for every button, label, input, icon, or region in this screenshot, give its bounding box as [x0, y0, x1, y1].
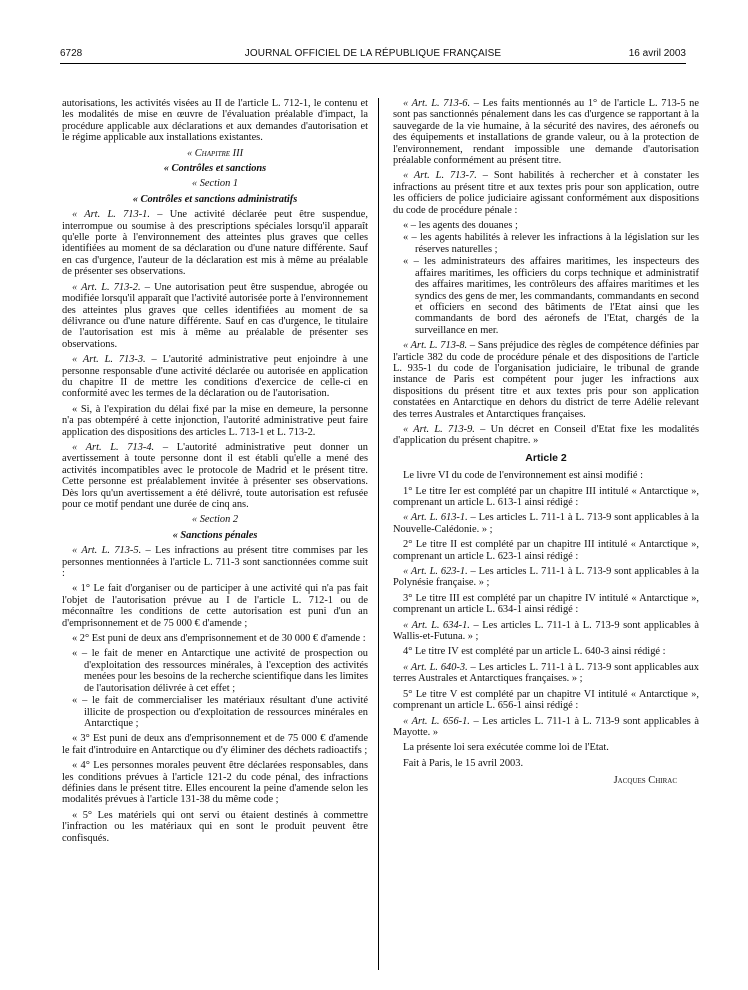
article-paragraph [393, 170, 699, 216]
header-rule [60, 63, 686, 64]
article-paragraph [393, 424, 699, 447]
article-text: – Les faits mentionnés au 1° de l'article L. 713-5 ne sont pas sanctionnés pénalement dans les cas d'urgence se rapportant à la sauvegarde de la vie humaine, à la sécurité des navires, des aéronefs ou des équipements et installations de grande valeur, ou à la protection de l'environnement, rendant impossible une demande d'autorisation préalable conformément au présent titre. [393, 98, 699, 167]
article-paragraph [393, 98, 699, 166]
article-ref: « Art. L. 713-6. [403, 98, 471, 109]
article-text: – Sans préjudice des règles de compétence définies par l'article 382 du code de procédure pénale et des dispositions de l'article L. 935-1 du code de l'organisation judiciaire, le tribunal de grande instance de Paris est compétent pour juger les infractions aux dispositions du présent titre et aux textes pris pour son application constatées en Antarctique en dehors du district de terre Adélie relevant des terres Australes et Antarctiques françaises. [393, 340, 699, 420]
article-2-heading: Article 2 [525, 451, 567, 464]
list-item: « – les agents des douanes ; [403, 220, 518, 232]
article-paragraph [393, 340, 699, 420]
article-ref: « Art. L. 634-1. [403, 619, 470, 631]
page-header [60, 48, 686, 64]
article-ref: « Art. L. 713-7. [403, 170, 477, 182]
list-item: « – le fait de mener en Antarctique une activité de prospection ou d'exploitation des ressources minérales, à l'exception des activités menées pour les besoins de la recherche scientifique dans les limites de l'autorisation délivrée à cet effet ; [72, 648, 368, 694]
paragraph: autorisations, les activités visées au II de l'article L. 712-1, le contenu et les modalités de mise en œuvre de l'évaluation préalable d'impact, la procédure applicable aux déclarations et aux demandes d'autorisation et le régime applicable aux installations existantes. [62, 98, 368, 144]
article-paragraph [62, 209, 368, 277]
paragraph: 3° Le titre III est complété par un chapitre IV intitulé « Antarctique », comprenant un article L. 634-1 ainsi rédigé : [393, 592, 699, 616]
list-item: « – les agents habilités à relever les infractions à la législation sur les réserves naturelles ; [403, 232, 699, 255]
paragraph: « 1° Le fait d'organiser ou de participer à une activité qui n'a pas fait l'objet de l'autorisation prévue au I de l'article L. 712-1 ou de méconnaître les conditions de cette autorisation est puni d'un an d'emprisonnement et de 75 000 € d'amende ; [62, 583, 368, 629]
article-ref: « Art. L. 613-1. [403, 512, 468, 524]
page-number: 6728 [60, 48, 83, 59]
closing-formula: La présente loi sera exécutée comme loi de l'Etat. [403, 742, 609, 754]
paragraph: « 3° Est puni de deux ans d'emprisonnement et de 75 000 € d'amende le fait d'introduire en Antarctique ou d'y éliminer des déchets radioactifs ; [62, 733, 368, 756]
article-ref: « Art. L. 713-4. [72, 441, 155, 453]
article-text: – Les articles L. 711-1 à L. 713-9 sont applicables à Wallis-et-Futuna. » ; [393, 619, 699, 643]
place-date: Fait à Paris, le 15 avril 2003. [403, 757, 524, 769]
article-paragraph [393, 566, 699, 589]
article-text: – Les articles L. 711-1 à L. 713-9 sont applicables à la Polynésie française. » ; [393, 566, 699, 589]
article-paragraph [393, 716, 699, 739]
article-text: – Une activité déclarée peut être suspendue, interrompue ou soumise à des prescriptions spéciales lorsqu'il apparaît qu'elle porte à l'environnement des atteintes plus graves que celles identifiées au moment de sa déclaration ou d'une nature différente. Sauf en cas d'urgence, l'auteur de la déclaration est mis à même au préalable de présenter ses observations. [62, 209, 368, 278]
column-divider [378, 98, 379, 970]
article-text: – Sont habilités à rechercher et à constater les infractions au présent titre et aux textes pris pour son application, outre les officiers de police judiciaire agissant conformément aux dispositions du code de procédure pénale : [393, 170, 699, 216]
article-text: – L'autorité administrative peut enjoindre à une personne responsable d'une activité déclarée ou autorisée en application du chapitre II de mettre les conditions d'exercice de celle-ci en conformité avec les termes de la déclaration ou de l'autorisation. [62, 354, 368, 400]
right-column [393, 98, 699, 787]
article-ref: « Art. L. 713-5. [72, 545, 142, 557]
paragraph: « 4° Les personnes morales peuvent être déclarées responsables, dans les conditions prévues à l'article 121-2 du code pénal, des infractions définies dans le présent titre. Elles encourent la peine d'amende selon les modalités prévues à l'article 131-38 du même code ; [62, 760, 368, 806]
paragraph: « Si, à l'expiration du délai fixé par la mise en demeure, la personne n'a pas obtempéré à cette injonction, l'autorité administrative peut faire application des dispositions des articles L. 713-1 et L. 713-2. [62, 403, 368, 438]
article-text: – L'autorité administrative peut donner un avertissement à toute personne dont il est établi qu'elle a mené des activités incompatibles avec le protocole de Madrid et le présent titre. Cette personne est préalablement invitée à présenter ses observations. Dès lors qu'un avertissement a été délivré, toute autorisation est refusée pour ce motif pendant une durée de cinq ans. [62, 441, 368, 510]
article-paragraph [62, 282, 368, 350]
list-item: « – le fait de commercialiser les matériaux résultant d'une activité illicite de prospection ou d'exploitation de ressources minérales en Antarctique ; [72, 695, 368, 729]
article-ref: « Art. L. 713-2. [72, 281, 141, 293]
paragraph: Le livre VI du code de l'environnement est ainsi modifié : [403, 470, 644, 482]
paragraph: 4° Le titre IV est complété par un article L. 640-3 ainsi rédigé : [403, 646, 666, 658]
article-paragraph [393, 512, 699, 535]
article-text: – Les articles L. 711-1 à L. 713-9 sont applicables à Mayotte. » [393, 715, 699, 738]
article-text: – Une autorisation peut être suspendue, abrogée ou modifiée lorsqu'il apparaît que l'activité autorisée porte à l'environnement des atteintes plus graves que celles identifiées au moment de sa délivrance ou d'une nature différente. Sauf en cas d'urgence, le titulaire de l'autorisation est mis à même au préalable de présenter ses observations. [62, 281, 368, 350]
article-ref: « Art. L. 713-1. [72, 209, 150, 221]
paragraph: « 2° Est puni de deux ans d'emprisonnement et de 30 000 € d'amende : [72, 633, 366, 645]
article-paragraph [62, 442, 368, 510]
agents-list [393, 220, 699, 336]
chapter-heading: « Chapitre III [186, 147, 244, 159]
article-ref: « Art. L. 656-1. [403, 715, 470, 727]
article-ref: « Art. L. 640-3. [403, 661, 468, 673]
article-text: – Les infractions au présent titre commises par les personnes mentionnées à l'article L. 711-3 sont sanctionnées comme suit : [62, 545, 368, 580]
article-text: – Les articles L. 711-1 à L. 713-9 sont applicables aux terres Australes et Antarctiques françaises. » ; [393, 661, 699, 685]
article-ref: « Art. L. 713-3. [72, 354, 146, 366]
article-ref: « Art. L. 713-8. [403, 340, 468, 352]
list-item: « – les administrateurs des affaires maritimes, les inspecteurs des affaires maritimes, les officiers du corps technique et administratif des affaires maritimes, les contrôleurs des affaires maritimes et les syndics des gens de mer, les commandants, commandants en second et officiers en second des bâtiments de l'Etat ainsi que les commandants de bord des aéronefs de l'Etat, chargés de la surveillance en mer. [403, 256, 699, 336]
journal-title: JOURNAL OFFICIEL DE LA RÉPUBLIQUE FRANÇAISE [244, 48, 502, 59]
article-ref: « Art. L. 623-1. [403, 566, 468, 578]
article-paragraph [393, 662, 699, 685]
section-title: « Sanctions pénales [172, 529, 258, 541]
left-column [62, 98, 368, 848]
paragraph: 2° Le titre II est complété par un chapitre III intitulé « Antarctique », comprenant un article L. 623-1 ainsi rédigé : [393, 539, 699, 562]
section-title: « Contrôles et sanctions administratifs [132, 193, 298, 205]
paragraph: 5° Le titre V est complété par un chapitre VI intitulé « Antarctique », comprenant un article L. 656-1 ainsi rédigé : [393, 688, 699, 712]
paragraph: « 5° Les matériels qui ont servi ou étaient destinés à commettre l'infraction ou les matériaux qui en sont le produit peuvent être confisqués. [62, 809, 368, 844]
paragraph: 1° Le titre Ier est complété par un chapitre III intitulé « Antarctique », comprenant un article L. 613-1 ainsi rédigé : [393, 485, 699, 508]
article-paragraph [62, 545, 368, 579]
chapter-title: « Contrôles et sanctions [163, 163, 267, 175]
section-heading: « Section 1 [191, 178, 239, 190]
signature: Jacques Chirac [613, 775, 677, 787]
article-ref: « Art. L. 713-9. [403, 423, 475, 435]
article-paragraph [393, 620, 699, 643]
issue-date: 16 avril 2003 [628, 48, 686, 59]
section-heading: « Section 2 [191, 514, 239, 526]
article-paragraph [62, 354, 368, 400]
article-text: – Les articles L. 711-1 à L. 713-9 sont applicables à la Nouvelle-Calédonie. » ; [393, 512, 699, 535]
offense-list [62, 648, 368, 729]
article-text: – Un décret en Conseil d'Etat fixe les modalités d'application du présent chapitre. » [393, 423, 699, 447]
